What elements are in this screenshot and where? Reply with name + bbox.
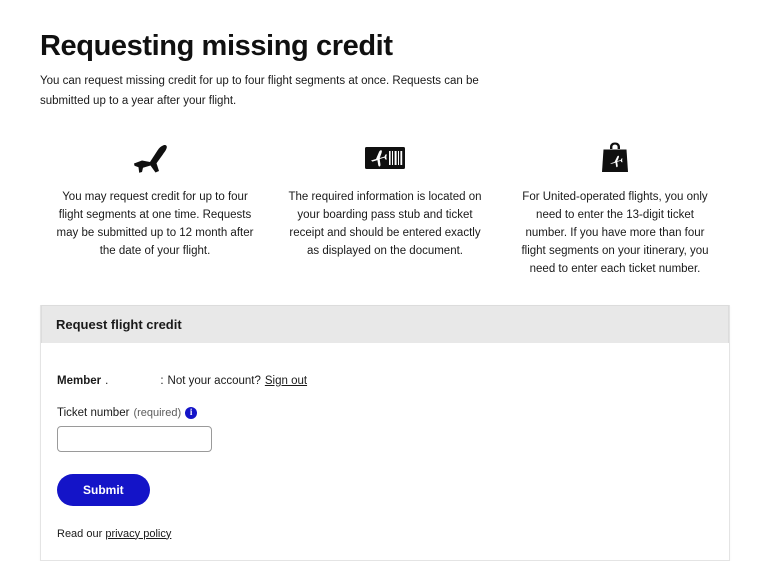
ticket-number-input[interactable] [57, 426, 212, 452]
not-your-account-text: Not your account? [167, 374, 261, 387]
privacy-policy-link[interactable]: privacy policy [105, 527, 172, 540]
ticket-bag-icon [514, 137, 716, 179]
info-icon[interactable]: i [185, 407, 197, 419]
submit-button[interactable]: Submit [57, 474, 150, 506]
privacy-row [57, 528, 713, 540]
ticket-number-label-text: Ticket number [57, 406, 130, 419]
feature-text: For United-operated flights, you only need to enter the 13-digit ticket number. If you have more than four flight segments on your itinerary, you need to enter each ticket number. [521, 191, 709, 275]
ticket-number-label [57, 407, 713, 419]
feature-text: You may request credit for up to four flight segments at one time. Requests may be submitted up to 12 month after the date of your flight. [56, 191, 254, 257]
member-separator: : [160, 374, 164, 387]
ticket-number-required-note: (required) [133, 406, 182, 419]
feature-item [500, 137, 730, 278]
feature-list [40, 137, 730, 278]
card-header-title: Request flight credit [41, 305, 729, 343]
feature-text: The required information is located on your boarding pass stub and ticket receipt and should be entered exactly as displayed on the document. [288, 191, 482, 257]
feature-item [270, 137, 500, 278]
boarding-pass-icon [284, 137, 486, 179]
member-value: . [105, 374, 109, 387]
request-flight-credit-card [40, 305, 730, 561]
privacy-prefix: Read our [57, 527, 103, 540]
member-label: Member [57, 374, 102, 387]
page-root [0, 30, 770, 544]
member-row [57, 375, 713, 387]
sign-out-link[interactable]: Sign out [264, 374, 308, 387]
feature-item [40, 137, 270, 278]
card-body [41, 343, 729, 560]
page-subtitle: You can request missing credit for up to four flight segments at once. Requests can be submitted up to a year after your flight. [40, 75, 479, 107]
ticket-number-field-block [57, 407, 713, 452]
page-title: Requesting missing credit [40, 30, 393, 62]
airplane-icon [54, 137, 256, 179]
